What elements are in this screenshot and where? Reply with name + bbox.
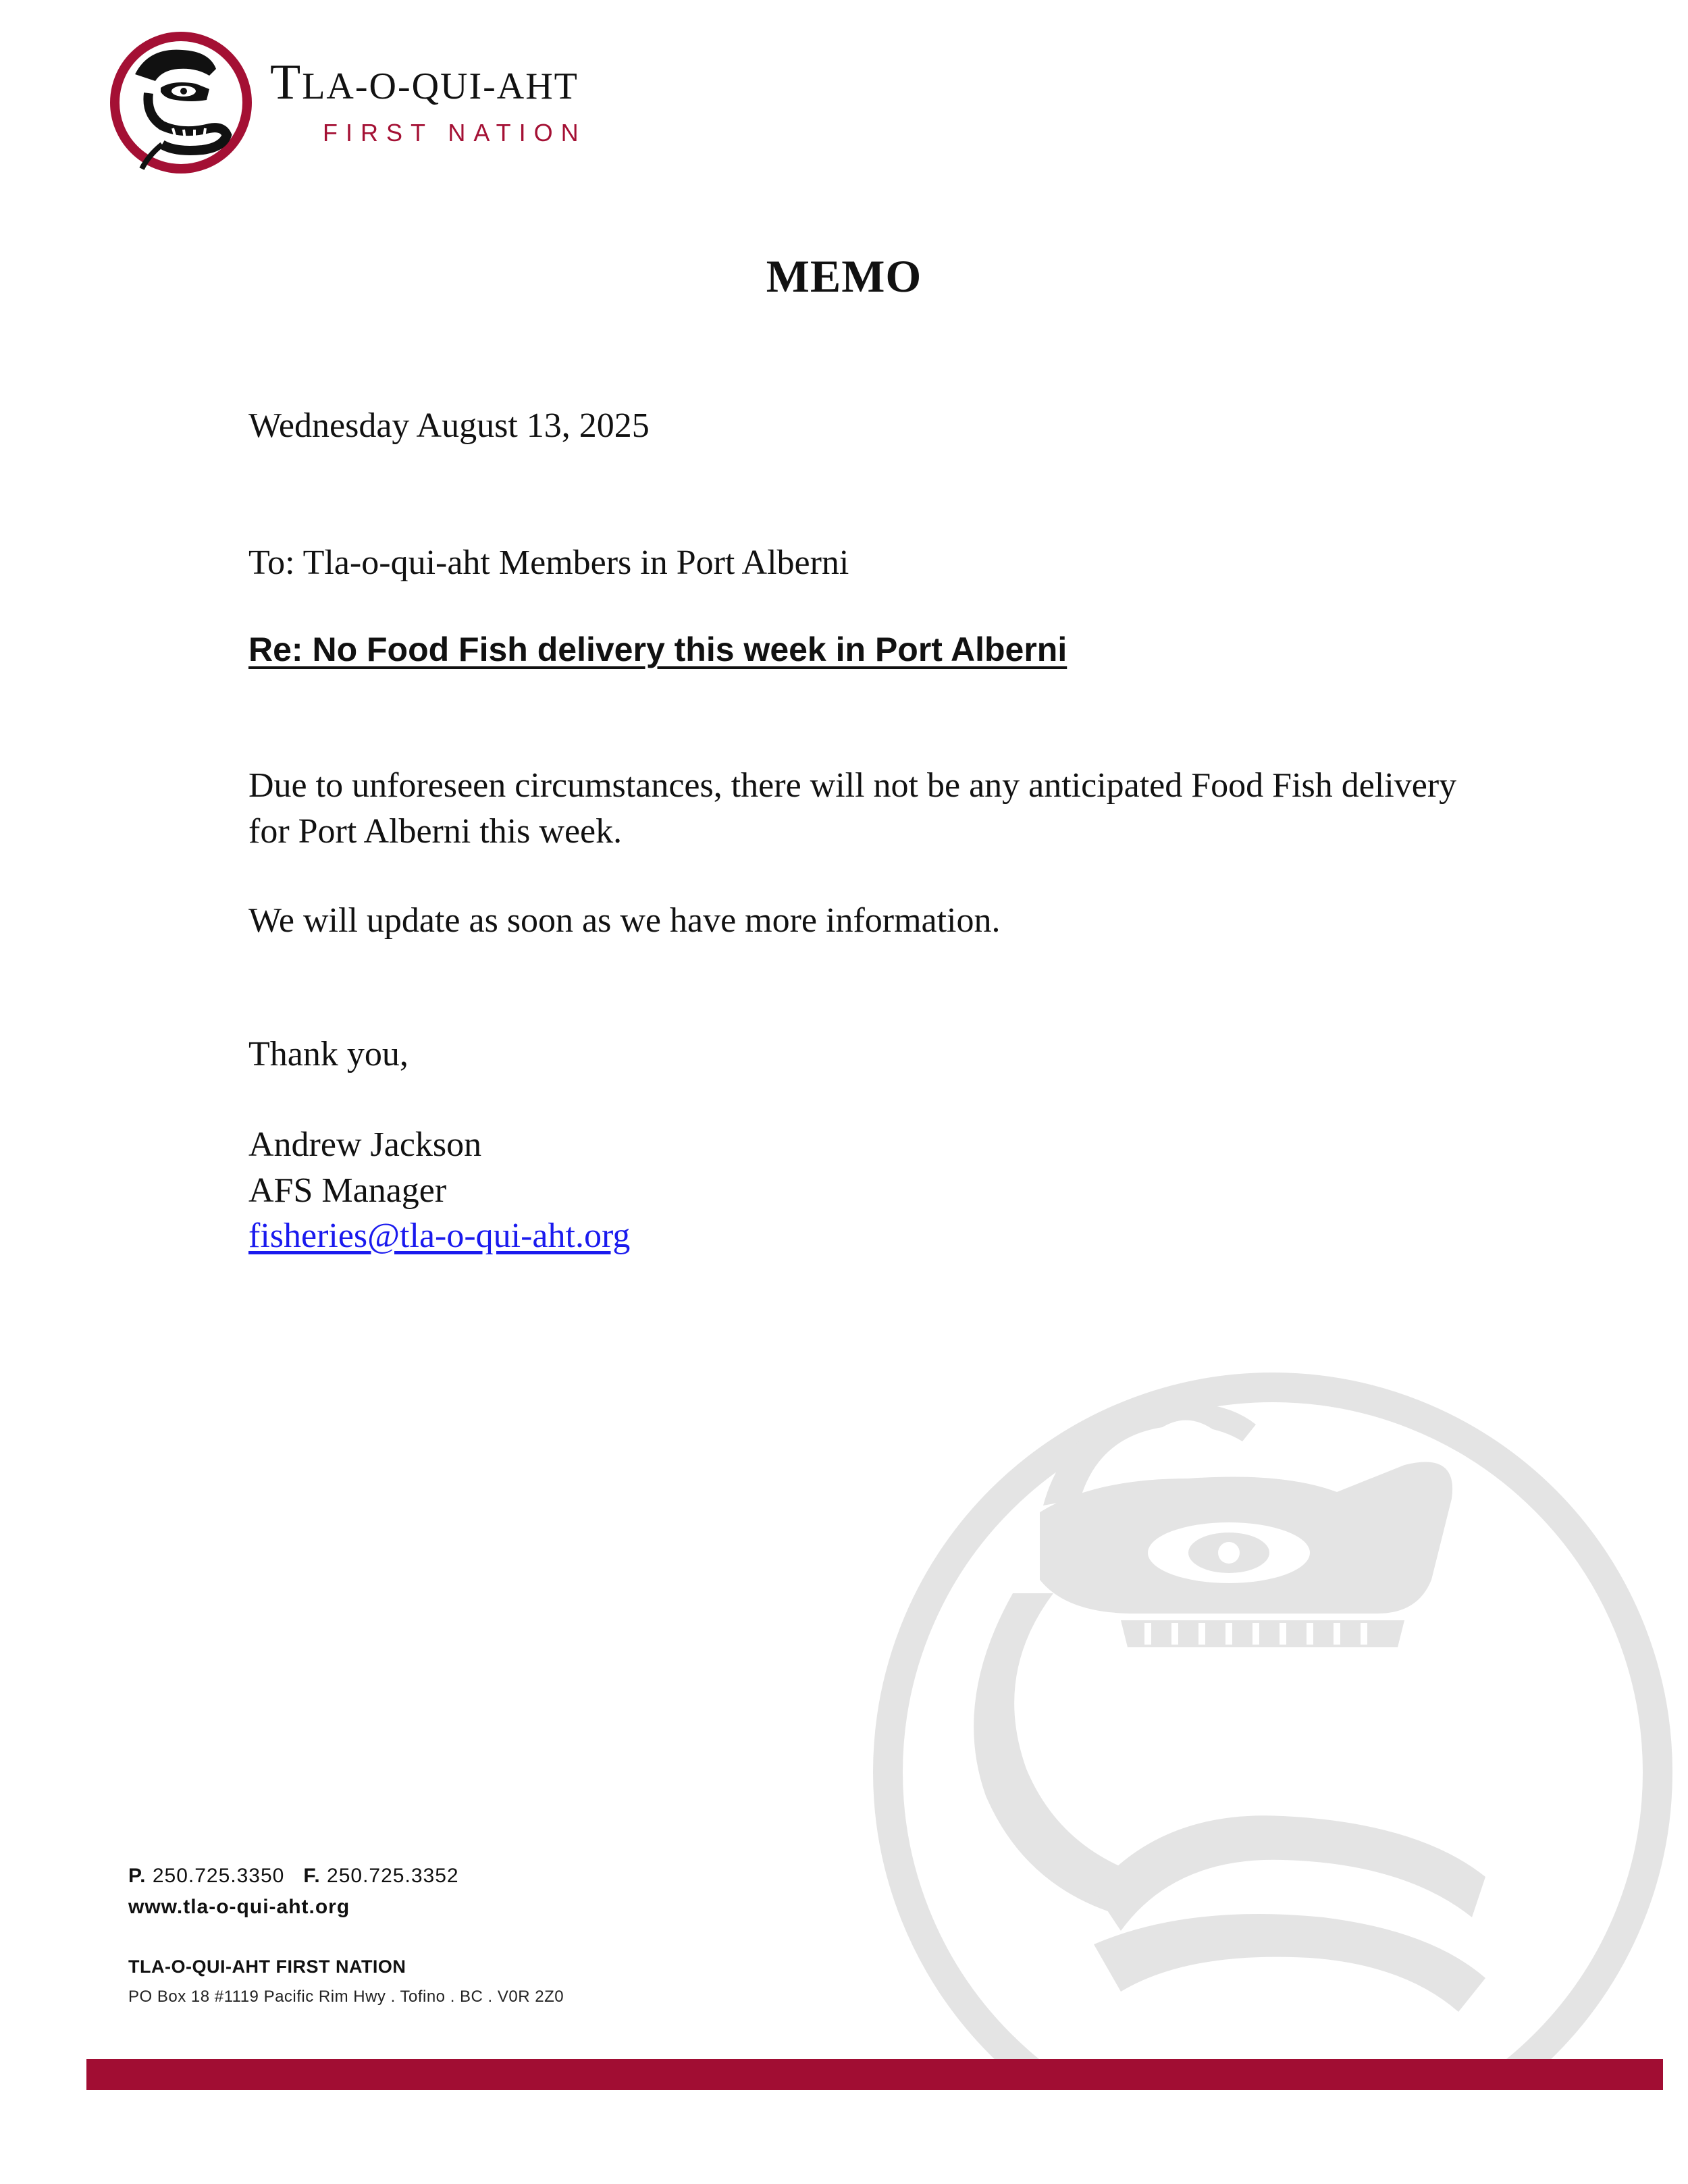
memo-paragraph-2: We will update as soon as we have more information. bbox=[248, 901, 1001, 940]
footer-website[interactable]: www.tla-o-qui-aht.org bbox=[128, 1896, 350, 1918]
serpent-logo-icon bbox=[108, 27, 257, 182]
memo-date: Wednesday August 13, 2025 bbox=[248, 406, 650, 445]
footer-phone-fax: P. 250.725.3350 F. 250.725.3352 bbox=[128, 1865, 459, 1887]
org-subtitle: FIRST NATION bbox=[323, 119, 587, 147]
memo-subject: Re: No Food Fish delivery this week in Port Alberni bbox=[248, 631, 1067, 668]
serpent-watermark-icon bbox=[810, 1296, 1688, 2073]
memo-paragraph-1: Due to unforeseen circumstances, there will not be any anticipated Food Fish delivery for Port Alberni this week. bbox=[248, 766, 1457, 851]
signer-title: AFS Manager bbox=[248, 1171, 447, 1210]
signer-email-link[interactable]: fisheries@tla-o-qui-aht.org bbox=[248, 1217, 631, 1255]
memo-recipient: To: Tla-o-qui-aht Members in Port Alberni bbox=[248, 543, 849, 582]
memo-closing: Thank you, bbox=[248, 1035, 408, 1073]
memo-title: MEMO bbox=[766, 250, 922, 302]
org-name: TLA-O-QUI-AHT bbox=[270, 55, 579, 110]
footer-brand-bar bbox=[86, 2059, 1663, 2090]
footer-address: PO Box 18 #1119 Pacific Rim Hwy . Tofino . BC . V0R 2Z0 bbox=[128, 1988, 564, 2006]
signer-name: Andrew Jackson bbox=[248, 1125, 482, 1164]
footer-org-name: TLA-O-QUI-AHT FIRST NATION bbox=[128, 1956, 406, 1977]
